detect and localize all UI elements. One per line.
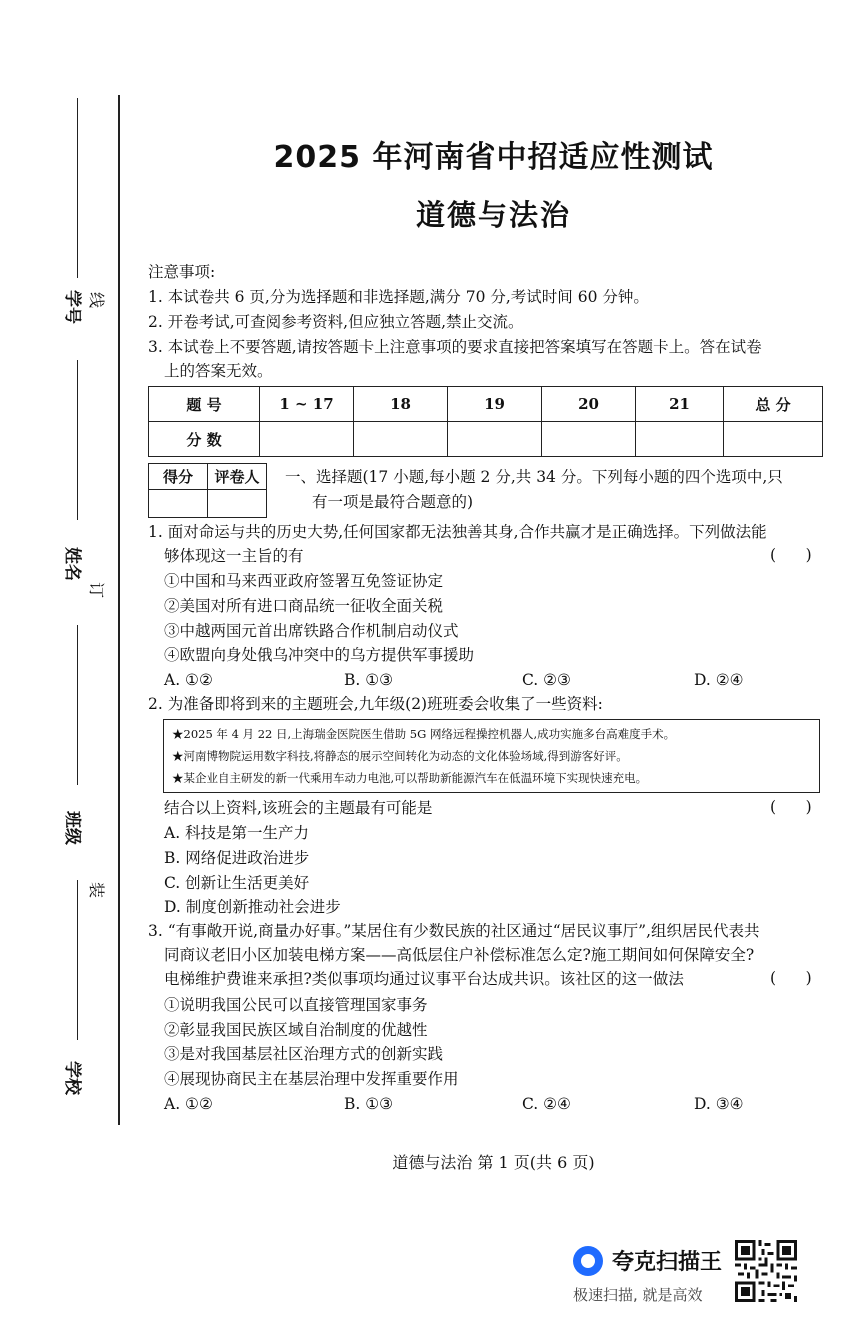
margin-border-line — [118, 95, 120, 1125]
score-header-cell: 21 — [636, 387, 724, 422]
student-id-underline — [77, 98, 78, 278]
q3-stem-cont-2: 电梯维护费谁来承担?类似事项均通过议事平台达成共识。该社区的这一做法 — [164, 970, 684, 988]
scanner-brand: 夸克扫描王 — [612, 1250, 723, 1275]
q1-choice-d: D. ②④ — [694, 671, 744, 689]
qr-code-icon — [735, 1240, 797, 1302]
note-3: 3. 本试卷上不要答题,请按答题卡上注意事项的要求直接把答案填写在答题卡上。答在试卷 — [148, 338, 762, 356]
exam-title: 2025 年河南省中招适应性测试 — [273, 140, 714, 175]
note-3-cont: 上的答案无效。 — [164, 362, 273, 380]
scanner-slogan: 极速扫描, 就是高效 — [573, 1286, 703, 1304]
q2-choice-c: C. 创新让生活更美好 — [164, 874, 310, 892]
score-header-cell: 19 — [448, 387, 542, 422]
q1-stem-cont: 够体现这一主旨的有 — [164, 547, 304, 565]
note-2: 2. 开卷考试,可查阅参考资料,但应独立答题,禁止交流。 — [148, 313, 524, 331]
class-label: 班级 — [62, 811, 82, 845]
cut-line-mark-line: 线 — [87, 291, 106, 308]
q2-choice-a: A. 科技是第一生产力 — [164, 824, 310, 842]
score-row-label: 分 数 — [149, 422, 260, 457]
subject-title: 道德与法治 — [415, 198, 571, 232]
score-header-cell: 题 号 — [149, 387, 260, 422]
school-label: 学校 — [62, 1061, 82, 1095]
score-cell — [260, 422, 354, 457]
q2-stem: 2. 为准备即将到来的主题班会,九年级(2)班班委会收集了一些资料: — [148, 695, 603, 713]
school-underline — [77, 880, 78, 1040]
name-label: 姓名 — [62, 547, 82, 581]
q1-choice-a: A. ①② — [164, 671, 213, 689]
q3-choice-d: D. ③④ — [694, 1095, 744, 1113]
grader-name-label: 评卷人 — [208, 464, 267, 490]
notes-heading: 注意事项: — [148, 263, 216, 281]
student-id-label: 学号 — [62, 290, 82, 324]
q1-answer-paren: ( ) — [770, 546, 812, 564]
q1-option-3: ③中越两国元首出席铁路合作机制启动仪式 — [164, 622, 459, 640]
q3-choice-c: C. ②④ — [522, 1095, 571, 1113]
score-header-cell: 总 分 — [724, 387, 823, 422]
q2-choice-d: D. 制度创新推动社会进步 — [164, 898, 341, 916]
note-1: 1. 本试卷共 6 页,分为选择题和非选择题,满分 70 分,考试时间 60 分钟。 — [148, 288, 649, 306]
q3-answer-paren: ( ) — [770, 969, 812, 987]
q1-stem: 1. 面对命运与共的历史大势,任何国家都无法独善其身,合作共赢才是正确选择。下列做法能 — [148, 523, 767, 541]
score-cell — [724, 422, 823, 457]
class-underline — [77, 625, 78, 785]
q1-option-2: ②美国对所有进口商品统一征收全面关税 — [164, 597, 444, 615]
section1-heading: 一、选择题(17 小题,每小题 2 分,共 34 分。下列每小题的四个选项中,只 — [285, 468, 783, 486]
q1-choice-c: C. ②③ — [522, 671, 571, 689]
q2-materials-box — [163, 719, 820, 793]
grader-score-cell — [149, 490, 208, 518]
q2-question: 结合以上资料,该班会的主题最有可能是 — [164, 799, 433, 817]
q3-option-3: ③是对我国基层社区治理方式的创新实践 — [164, 1045, 444, 1063]
q2-material-2: ★河南博物院运用数字科技,将静态的展示空间转化为动态的文化体验场域,得到游客好评。 — [172, 749, 628, 763]
score-header-cell: 18 — [354, 387, 448, 422]
grader-name-cell — [208, 490, 267, 518]
section1-heading-cont: 有一项是最符合题意的) — [312, 493, 474, 511]
q3-choice-a: A. ①② — [164, 1095, 213, 1113]
q3-choice-b: B. ①③ — [344, 1095, 394, 1113]
q3-stem: 3. “有事敞开说,商量办好事。”某居住有少数民族的社区通过“居民议事厅”,组织居民代表共 — [148, 922, 760, 940]
score-cell — [542, 422, 636, 457]
cut-line-mark-ding: 订 — [87, 581, 106, 598]
cut-line-mark-zhuang: 装 — [87, 881, 106, 898]
score-cell — [448, 422, 542, 457]
quark-logo-icon — [573, 1246, 603, 1276]
page-footer: 道德与法治 第 1 页(共 6 页) — [392, 1153, 595, 1172]
score-table — [148, 386, 823, 457]
score-header-cell: 20 — [542, 387, 636, 422]
q1-choice-b: B. ①③ — [344, 671, 394, 689]
q3-option-1: ①说明我国公民可以直接管理国家事务 — [164, 996, 428, 1014]
q2-choice-b: B. 网络促进政治进步 — [164, 849, 310, 867]
q1-option-4: ④欧盟向身处俄乌冲突中的乌方提供军事援助 — [164, 646, 475, 664]
q2-material-1: ★2025 年 4 月 22 日,上海瑞金医院医生借助 5G 网络远程操控机器人,成功实施多台高难度手术。 — [172, 727, 676, 741]
q1-option-1: ①中国和马来西亚政府签署互免签证协定 — [164, 572, 444, 590]
score-cell — [636, 422, 724, 457]
grader-score-label: 得分 — [149, 464, 208, 490]
name-underline — [77, 360, 78, 520]
score-cell — [354, 422, 448, 457]
q2-answer-paren: ( ) — [770, 798, 812, 816]
grader-table — [148, 463, 267, 518]
q2-material-3: ★某企业自主研发的新一代乘用车动力电池,可以帮助新能源汽车在低温环境下实现快速充电。 — [172, 771, 648, 785]
q3-option-2: ②彰显我国民族区域自治制度的优越性 — [164, 1021, 428, 1039]
score-header-cell: 1 ~ 17 — [260, 387, 354, 422]
q3-option-4: ④展现协商民主在基层治理中发挥重要作用 — [164, 1070, 459, 1088]
q3-stem-cont-1: 同商议老旧小区加装电梯方案——高低层住户补偿标准怎么定?施工期间如何保障安全? — [164, 946, 755, 964]
